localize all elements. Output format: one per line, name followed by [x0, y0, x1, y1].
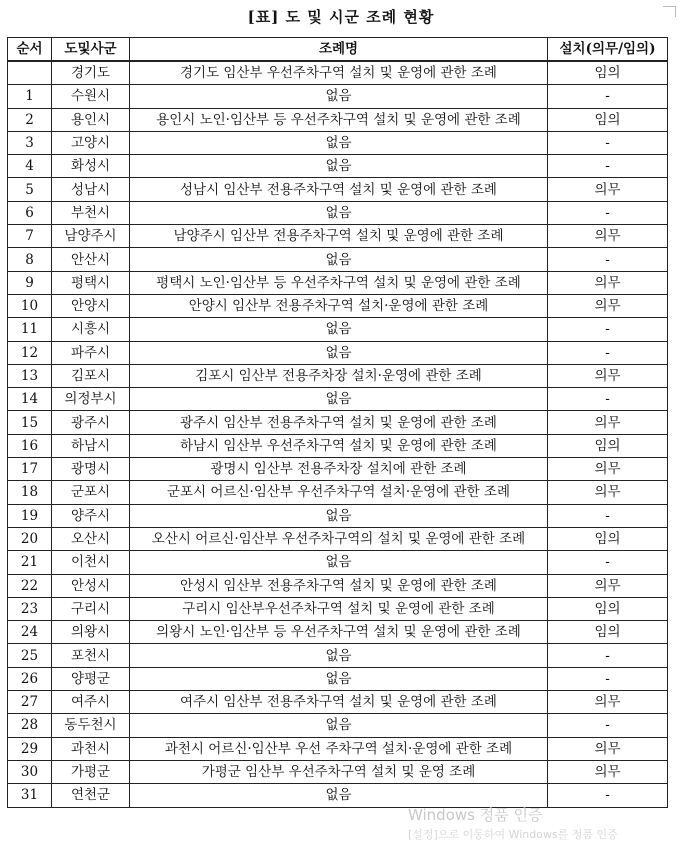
row-ordinance: 없음 [130, 318, 548, 341]
row-region: 양평군 [52, 667, 130, 690]
table-row [8, 714, 668, 737]
row-no: 10 [8, 294, 52, 317]
row-ordinance: 없음 [130, 784, 548, 807]
row-region: 의정부시 [52, 388, 130, 411]
row-no: 29 [8, 737, 52, 760]
header-no: 순서 [8, 38, 52, 62]
table-row [8, 458, 668, 481]
row-ordinance: 없음 [130, 667, 548, 690]
table-row [8, 318, 668, 341]
table-row [8, 784, 668, 807]
row-type: 의무 [548, 737, 668, 760]
header-type: 설치(의무/임의) [548, 38, 668, 62]
row-ordinance: 경기도 임산부 우선주차구역 설치 및 운영에 관한 조례 [130, 61, 548, 85]
row-region: 양주시 [52, 504, 130, 527]
row-no: 27 [8, 691, 52, 714]
table-row [8, 434, 668, 457]
row-ordinance: 없음 [130, 644, 548, 667]
row-no: 2 [8, 108, 52, 131]
row-region: 성남시 [52, 178, 130, 201]
row-type: 임의 [548, 434, 668, 457]
row-ordinance: 없음 [130, 155, 548, 178]
row-region: 이천시 [52, 551, 130, 574]
table-row [8, 667, 668, 690]
row-type: - [548, 551, 668, 574]
row-no: 22 [8, 574, 52, 597]
row-no: 13 [8, 364, 52, 387]
row-ordinance: 없음 [130, 504, 548, 527]
row-no: 30 [8, 760, 52, 783]
row-no [8, 61, 52, 85]
row-type: 의무 [548, 294, 668, 317]
table-row [8, 294, 668, 317]
row-type: - [548, 714, 668, 737]
row-region: 군포시 [52, 481, 130, 504]
row-ordinance: 없음 [130, 714, 548, 737]
row-type: 임의 [548, 527, 668, 550]
row-region: 수원시 [52, 85, 130, 108]
row-no: 21 [8, 551, 52, 574]
row-region: 과천시 [52, 737, 130, 760]
row-ordinance: 없음 [130, 551, 548, 574]
row-type: - [548, 201, 668, 224]
table-row [8, 364, 668, 387]
row-type: 의무 [548, 364, 668, 387]
row-region: 안양시 [52, 294, 130, 317]
row-region: 여주시 [52, 691, 130, 714]
row-type: 의무 [548, 458, 668, 481]
row-type: 의무 [548, 691, 668, 714]
table-row [8, 691, 668, 714]
row-type: - [548, 644, 668, 667]
row-ordinance: 없음 [130, 131, 548, 154]
row-type: 임의 [548, 61, 668, 85]
row-ordinance: 남양주시 임산부 전용주차구역 설치 및 운영에 관한 조례 [130, 225, 548, 248]
table-row [8, 621, 668, 644]
row-region: 동두천시 [52, 714, 130, 737]
row-region: 하남시 [52, 434, 130, 457]
row-type: - [548, 155, 668, 178]
row-no: 7 [8, 225, 52, 248]
row-no: 18 [8, 481, 52, 504]
row-region: 광주시 [52, 411, 130, 434]
row-type: 임의 [548, 621, 668, 644]
row-no: 11 [8, 318, 52, 341]
row-type: 의무 [548, 574, 668, 597]
row-type: - [548, 85, 668, 108]
row-ordinance: 없음 [130, 341, 548, 364]
table-row [8, 61, 668, 85]
table-row [8, 574, 668, 597]
row-region: 용인시 [52, 108, 130, 131]
row-region: 포천시 [52, 644, 130, 667]
row-ordinance: 없음 [130, 201, 548, 224]
table-row [8, 85, 668, 108]
row-ordinance: 가평군 임산부 우선주차구역 설치 및 운영 조례 [130, 760, 548, 783]
row-type: - [548, 388, 668, 411]
row-no: 8 [8, 248, 52, 271]
activation-watermark-sub: [설정]으로 이동하여 Windows를 정품 인증 [408, 828, 618, 841]
row-region: 평택시 [52, 271, 130, 294]
row-ordinance: 구리시 임산부우선주차구역 설치 및 운영에 관한 조례 [130, 597, 548, 620]
row-no: 4 [8, 155, 52, 178]
row-region: 부천시 [52, 201, 130, 224]
row-region: 화성시 [52, 155, 130, 178]
row-ordinance: 용인시 노인·임산부 등 우선주차구역 설치 및 운영에 관한 조례 [130, 108, 548, 131]
row-ordinance: 의왕시 노인·임산부 등 우선주차구역 설치 및 운영에 관한 조례 [130, 621, 548, 644]
row-region: 시흥시 [52, 318, 130, 341]
ordinance-table [7, 37, 668, 808]
row-region: 구리시 [52, 597, 130, 620]
row-no: 24 [8, 621, 52, 644]
row-ordinance: 평택시 노인·임산부 등 우선주차구역 설치 및 운영에 관한 조례 [130, 271, 548, 294]
row-no: 12 [8, 341, 52, 364]
row-ordinance: 과천시 어르신·임산부 우선 주차구역 설치·운영에 관한 조례 [130, 737, 548, 760]
row-type: - [548, 784, 668, 807]
row-type: 임의 [548, 108, 668, 131]
row-no: 15 [8, 411, 52, 434]
row-type: - [548, 318, 668, 341]
row-no: 25 [8, 644, 52, 667]
row-ordinance: 없음 [130, 85, 548, 108]
row-no: 3 [8, 131, 52, 154]
table-row [8, 504, 668, 527]
header-ordinance: 조례명 [130, 38, 548, 62]
table-row [8, 178, 668, 201]
row-ordinance: 하남시 임산부 우선주차구역 설치 및 운영에 관한 조례 [130, 434, 548, 457]
row-region: 연천군 [52, 784, 130, 807]
page-title: [표] 도 및 시군 조례 현황 [247, 8, 435, 26]
table-row [8, 341, 668, 364]
table-row [8, 201, 668, 224]
row-type: 의무 [548, 178, 668, 201]
table-row [8, 551, 668, 574]
row-no: 17 [8, 458, 52, 481]
row-type: 의무 [548, 225, 668, 248]
row-no: 28 [8, 714, 52, 737]
row-no: 16 [8, 434, 52, 457]
row-ordinance: 없음 [130, 248, 548, 271]
row-region: 파주시 [52, 341, 130, 364]
row-region: 가평군 [52, 760, 130, 783]
row-ordinance: 군포시 어르신·임산부 우선주차구역 설치·운영에 관한 조례 [130, 481, 548, 504]
row-type: 의무 [548, 481, 668, 504]
table-row [8, 760, 668, 783]
row-ordinance: 안성시 임산부 전용주차구역 설치 및 운영에 관한 조례 [130, 574, 548, 597]
row-no: 31 [8, 784, 52, 807]
row-type: - [548, 667, 668, 690]
row-no: 5 [8, 178, 52, 201]
table-row [8, 737, 668, 760]
row-type: 의무 [548, 411, 668, 434]
header-region: 도및사군 [52, 38, 130, 62]
row-ordinance: 성남시 임산부 전용주차구역 설치 및 운영에 관한 조례 [130, 178, 548, 201]
row-type: - [548, 131, 668, 154]
row-no: 9 [8, 271, 52, 294]
row-no: 20 [8, 527, 52, 550]
table-row [8, 527, 668, 550]
row-ordinance: 여주시 임산부 전용주차구역 설치 및 운영에 관한 조례 [130, 691, 548, 714]
table-row [8, 388, 668, 411]
row-region: 광명시 [52, 458, 130, 481]
row-type: 의무 [548, 271, 668, 294]
row-ordinance: 안양시 임산부 전용주차구역 설치·운영에 관한 조례 [130, 294, 548, 317]
page-corner-mark [663, 6, 676, 17]
row-ordinance: 오산시 어르신·임산부 우선주차구역의 설치 및 운영에 관한 조례 [130, 527, 548, 550]
row-no: 26 [8, 667, 52, 690]
row-type: 임의 [548, 597, 668, 620]
row-ordinance: 없음 [130, 388, 548, 411]
table-header-row [8, 38, 668, 62]
table-row [8, 411, 668, 434]
table-row [8, 225, 668, 248]
row-ordinance: 광명시 임산부 전용주차장 설치에 관한 조례 [130, 458, 548, 481]
row-region: 오산시 [52, 527, 130, 550]
row-no: 14 [8, 388, 52, 411]
table-row [8, 481, 668, 504]
row-ordinance: 김포시 임산부 전용주차장 설치·운영에 관한 조례 [130, 364, 548, 387]
row-type: - [548, 248, 668, 271]
row-region: 안산시 [52, 248, 130, 271]
table-row [8, 131, 668, 154]
table-row [8, 248, 668, 271]
table-row [8, 108, 668, 131]
table-row [8, 644, 668, 667]
row-no: 19 [8, 504, 52, 527]
row-region: 의왕시 [52, 621, 130, 644]
row-type: 의무 [548, 760, 668, 783]
row-region: 경기도 [52, 61, 130, 85]
row-no: 23 [8, 597, 52, 620]
row-no: 6 [8, 201, 52, 224]
row-no: 1 [8, 85, 52, 108]
row-region: 김포시 [52, 364, 130, 387]
activation-watermark: Windows 정품 인증 [408, 806, 543, 824]
table-row [8, 271, 668, 294]
row-region: 남양주시 [52, 225, 130, 248]
row-type: - [548, 341, 668, 364]
table-row [8, 155, 668, 178]
table-row [8, 597, 668, 620]
row-region: 안성시 [52, 574, 130, 597]
row-region: 고양시 [52, 131, 130, 154]
row-type: - [548, 504, 668, 527]
row-ordinance: 광주시 임산부 전용주차구역 설치 및 운영에 관한 조례 [130, 411, 548, 434]
